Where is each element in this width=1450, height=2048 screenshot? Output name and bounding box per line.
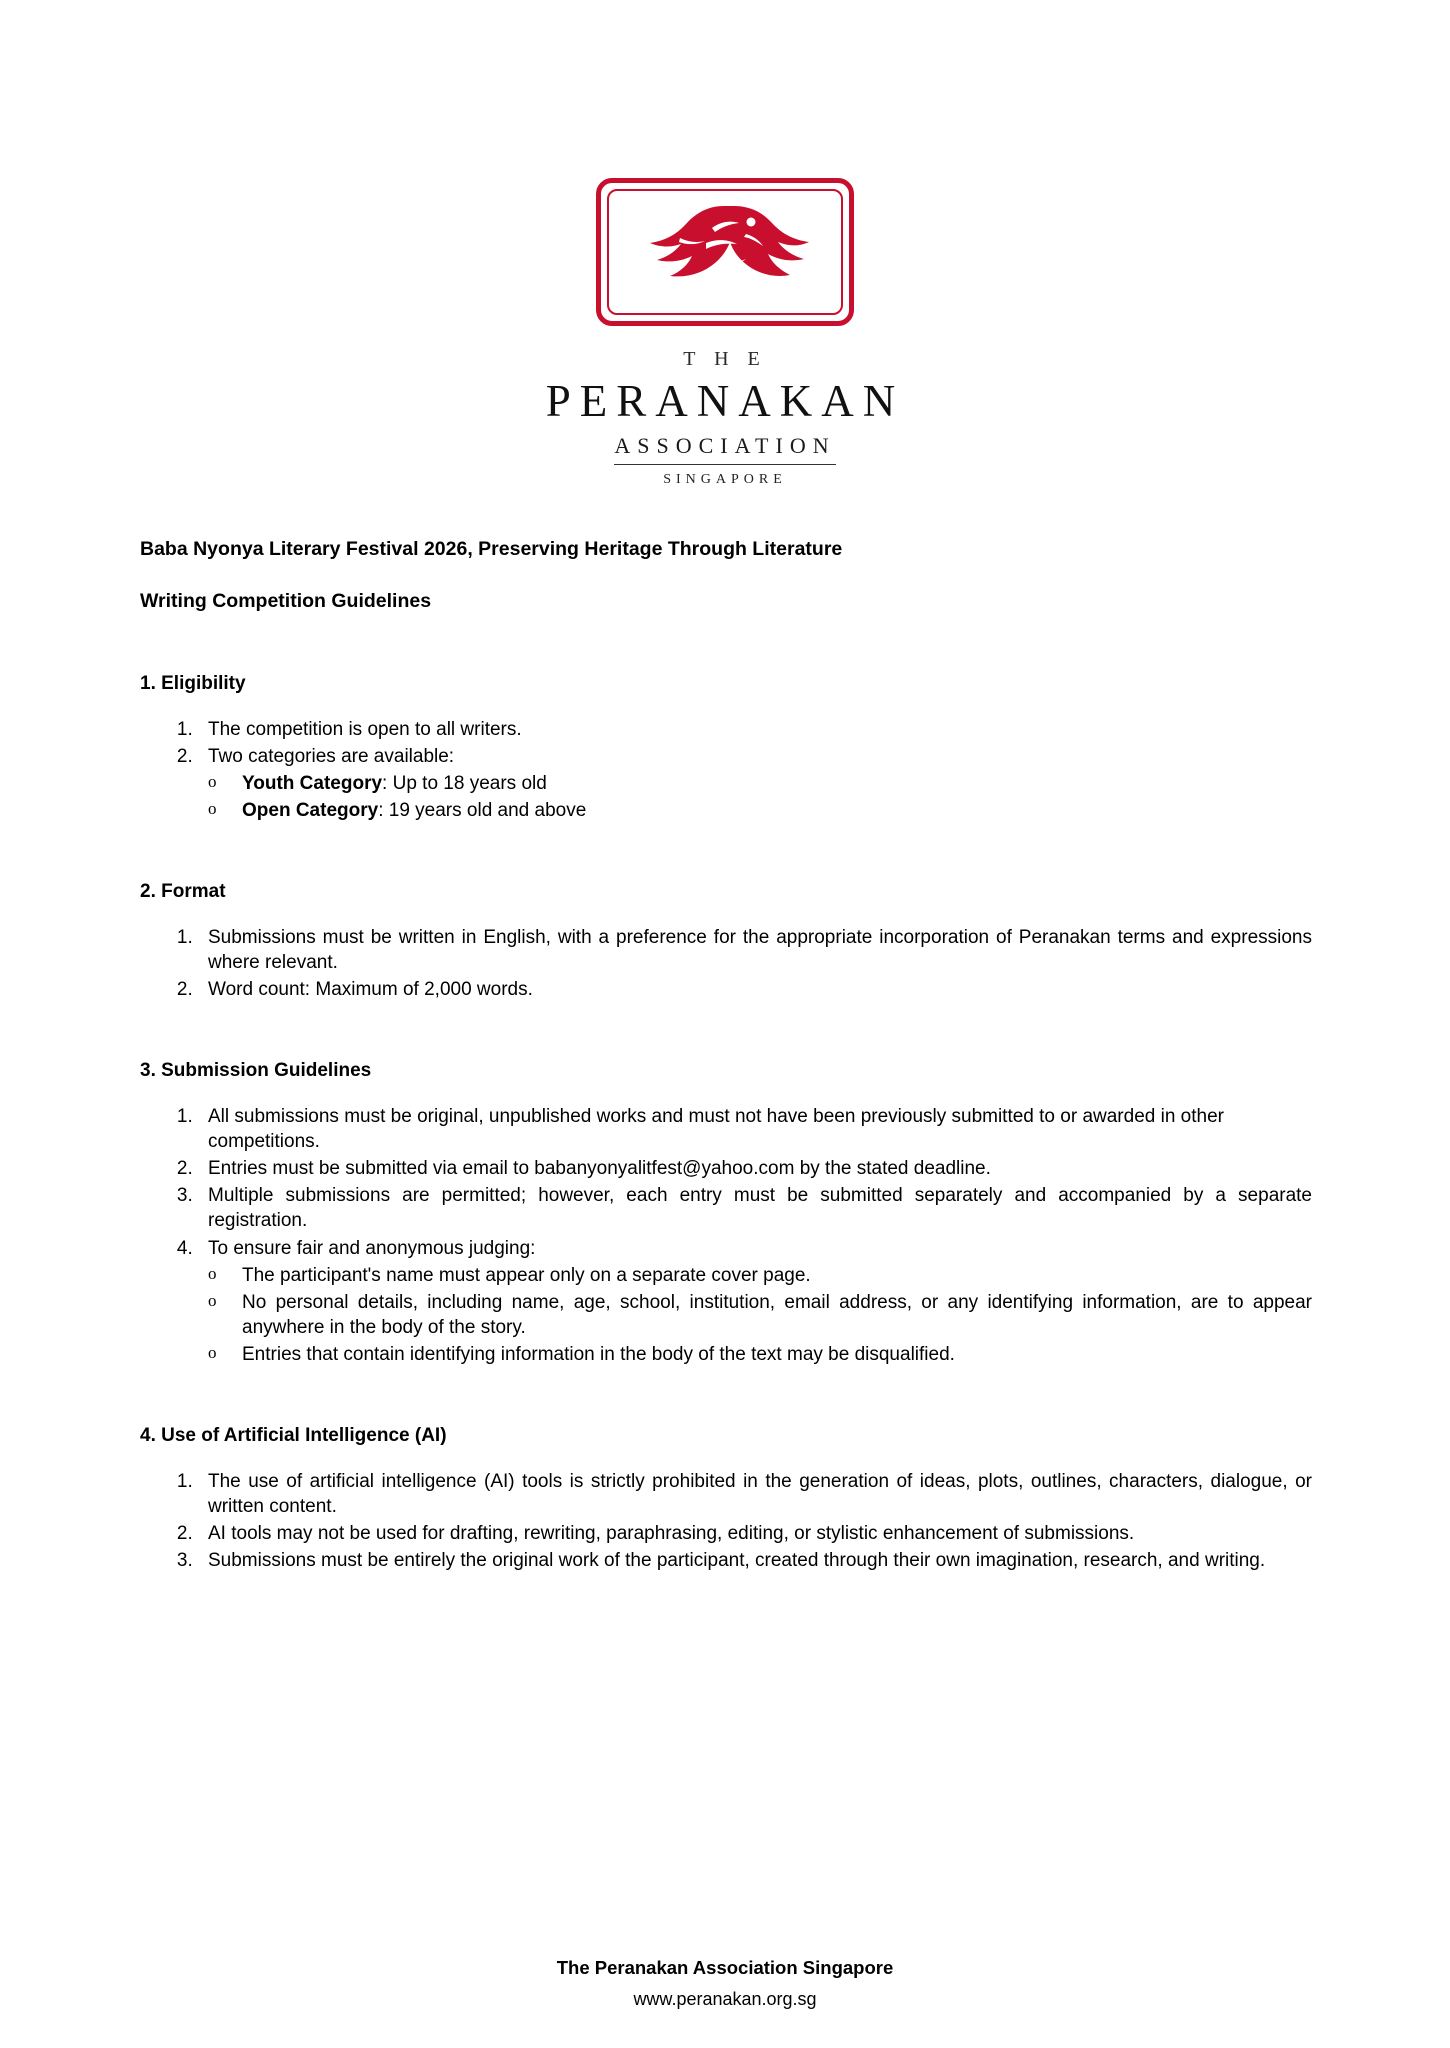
section-heading: 2. Format	[140, 880, 226, 902]
list-item: 2. Word count: Maximum of 2,000 words.	[198, 977, 1312, 1002]
section-sublist	[140, 1263, 1312, 1367]
wordmark-peranakan: PERANAKAN	[545, 376, 905, 426]
list-item: 2. Entries must be submitted via email to babanyonyalitfest@yahoo.com by the stated deadline.	[198, 1156, 1312, 1181]
wordmark-the: T H E	[683, 348, 767, 370]
sublist-item-label: Open Category	[242, 799, 379, 821]
section-format	[140, 881, 1312, 1002]
list-item: 1. The use of artificial intelligence (AI) tools is strictly prohibited in the generation of ideas, plots, outlines, characters, dialogue, or written content.	[198, 1469, 1312, 1519]
page-subtitle: Writing Competition Guidelines	[140, 590, 432, 613]
list-item: 3. Submissions must be entirely the original work of the participant, created through their own imagination, research, and writing.	[198, 1548, 1312, 1573]
list-item	[202, 771, 1312, 796]
section-list	[140, 925, 1312, 1002]
sublist-item-label: Youth Category	[242, 772, 383, 794]
document-body	[0, 536, 1450, 1573]
section-eligibility	[140, 673, 1312, 823]
list-item: 2. AI tools may not be used for drafting, rewriting, paraphrasing, editing, or stylistic enhancement of submissions.	[198, 1521, 1312, 1546]
section-heading: 3. Submission Guidelines	[140, 1060, 372, 1082]
section-list	[140, 717, 1312, 769]
section-list	[140, 1469, 1312, 1573]
list-item: 1. All submissions must be original, unpublished works and must not have been previously submitted to or awarded in other competitions.	[198, 1104, 1312, 1154]
section-sublist	[140, 771, 1312, 823]
section-use-of-ai	[140, 1425, 1312, 1573]
section-submission-guidelines	[140, 1060, 1312, 1367]
wordmark-singapore: SINGAPORE	[663, 472, 787, 487]
list-item	[202, 798, 1312, 823]
wordmark-association: ASSOCIATION	[614, 433, 835, 465]
section-list	[140, 1104, 1312, 1260]
list-item: 1. The competition is open to all writers.	[198, 717, 1312, 742]
list-item: o The participant's name must appear only on a separate cover page.	[202, 1263, 1312, 1288]
page-title: Baba Nyonya Literary Festival 2026, Preserving Heritage Through Literature	[140, 538, 843, 560]
section-heading: 4. Use of Artificial Intelligence (AI)	[140, 1424, 447, 1446]
peranakan-phoenix-crest-icon	[596, 178, 854, 326]
sublist-item-text: : 19 years old and above	[378, 799, 587, 821]
footer-organisation: The Peranakan Association Singapore	[556, 1957, 894, 1978]
list-item: o No personal details, including name, age, school, institution, email address, or any identifying information, are to appear anywhere in the body of the story.	[202, 1290, 1312, 1340]
page-footer	[0, 1957, 1450, 2010]
wordmark	[546, 348, 905, 488]
list-item: 2. Two categories are available:	[198, 744, 1312, 769]
sublist-item-text: : Up to 18 years old	[382, 772, 547, 794]
list-item: 3. Multiple submissions are permitted; however, each entry must be submitted separately and accompanied by a separate registration.	[198, 1183, 1312, 1233]
footer-website: www.peranakan.org.sg	[633, 1989, 817, 2009]
section-heading: 1. Eligibility	[140, 672, 246, 694]
list-item: 4. To ensure fair and anonymous judging:	[198, 1236, 1312, 1261]
list-item: o Entries that contain identifying information in the body of the text may be disqualified.	[202, 1342, 1312, 1367]
list-item: 1. Submissions must be written in English, with a preference for the appropriate incorporation of Peranakan terms and expressions where relevant.	[198, 925, 1312, 975]
logo-block	[0, 0, 1450, 488]
